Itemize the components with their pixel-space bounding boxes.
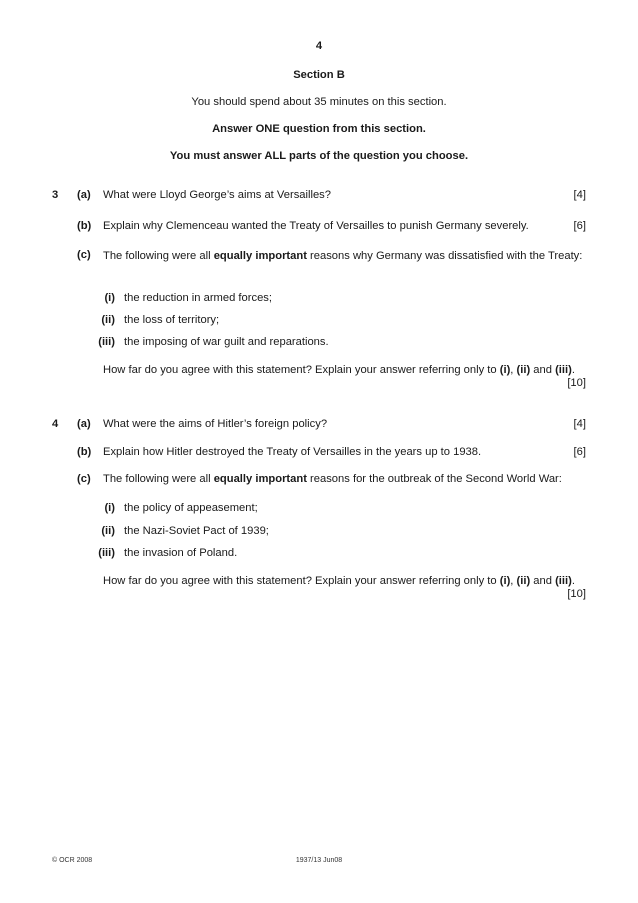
part-text <box>103 473 562 485</box>
text-segment: , <box>510 364 517 376</box>
part-text: Explain why Clemenceau wanted the Treaty of Versailles to punish Germany severely. <box>103 220 529 232</box>
prompt-text <box>103 363 586 378</box>
part-label: (a) <box>77 418 91 430</box>
marks: [10] <box>567 588 586 600</box>
marks: [6] <box>573 220 586 232</box>
section-title: Section B <box>293 69 345 81</box>
item-text: the reduction in armed forces; <box>124 292 272 304</box>
answer-one-instruction: Answer ONE question from this section. <box>212 123 426 135</box>
item-roman: (ii) <box>101 314 115 326</box>
item-text: the Nazi-Soviet Pact of 1939; <box>124 525 269 537</box>
ref-ii: (ii) <box>516 575 531 587</box>
part-label: (a) <box>77 189 91 201</box>
text-segment: , <box>510 575 517 587</box>
text-segment: reasons for the outbreak of the Second World War: <box>306 473 562 485</box>
ref-ii: (ii) <box>516 364 531 376</box>
ref-i: (i) <box>499 575 511 587</box>
question-number: 4 <box>52 418 59 430</box>
item-roman: (iii) <box>98 336 115 348</box>
ref-iii: (iii) <box>555 364 572 376</box>
part-label: (b) <box>77 220 92 232</box>
marks: [4] <box>573 418 586 430</box>
marks: [4] <box>573 189 586 201</box>
page-number: 4 <box>315 40 323 52</box>
text-segment: and <box>530 364 552 376</box>
item-text: the invasion of Poland. <box>124 547 238 559</box>
text-segment: . <box>571 575 575 587</box>
item-roman: (ii) <box>101 525 115 537</box>
text-segment: How far do you agree with this statement? Explain your answer referring only to <box>103 364 500 376</box>
part-text: What were the aims of Hitler’s foreign policy? <box>103 418 328 430</box>
text-segment: and <box>530 575 552 587</box>
emphasis: equally important <box>213 250 307 262</box>
text-segment: reasons why Germany was dissatisfied with the Treaty: <box>306 250 583 262</box>
prompt-text <box>103 574 586 589</box>
part-label: (b) <box>77 446 92 458</box>
part-text <box>103 249 586 264</box>
ref-iii: (iii) <box>555 575 572 587</box>
answer-all-instruction: You must answer ALL parts of the question you choose. <box>169 150 469 162</box>
item-roman: (iii) <box>98 547 115 559</box>
part-text: Explain how Hitler destroyed the Treaty of Versailles in the years up to 1938. <box>103 446 482 458</box>
text-segment: . <box>571 364 575 376</box>
part-text: What were Lloyd George’s aims at Versailles? <box>103 189 331 201</box>
item-text: the loss of territory; <box>124 314 220 326</box>
item-text: the imposing of war guilt and reparations. <box>124 336 329 348</box>
item-roman: (i) <box>104 292 115 304</box>
part-label: (c) <box>77 473 91 485</box>
marks: [10] <box>567 377 586 389</box>
text-segment: The following were all <box>103 473 214 485</box>
item-text: the policy of appeasement; <box>124 502 258 514</box>
question-number: 3 <box>52 189 59 201</box>
part-label: (c) <box>77 249 91 261</box>
footer-code: 1937/13 Jun08 <box>295 857 343 864</box>
emphasis: equally important <box>213 473 307 485</box>
footer-copyright: © OCR 2008 <box>52 857 93 864</box>
text-segment: The following were all <box>103 250 214 262</box>
marks: [6] <box>573 446 586 458</box>
ref-i: (i) <box>499 364 511 376</box>
time-instruction: You should spend about 35 minutes on this section. <box>191 96 447 108</box>
text-segment: How far do you agree with this statement? Explain your answer referring only to <box>103 575 500 587</box>
item-roman: (i) <box>104 502 115 514</box>
